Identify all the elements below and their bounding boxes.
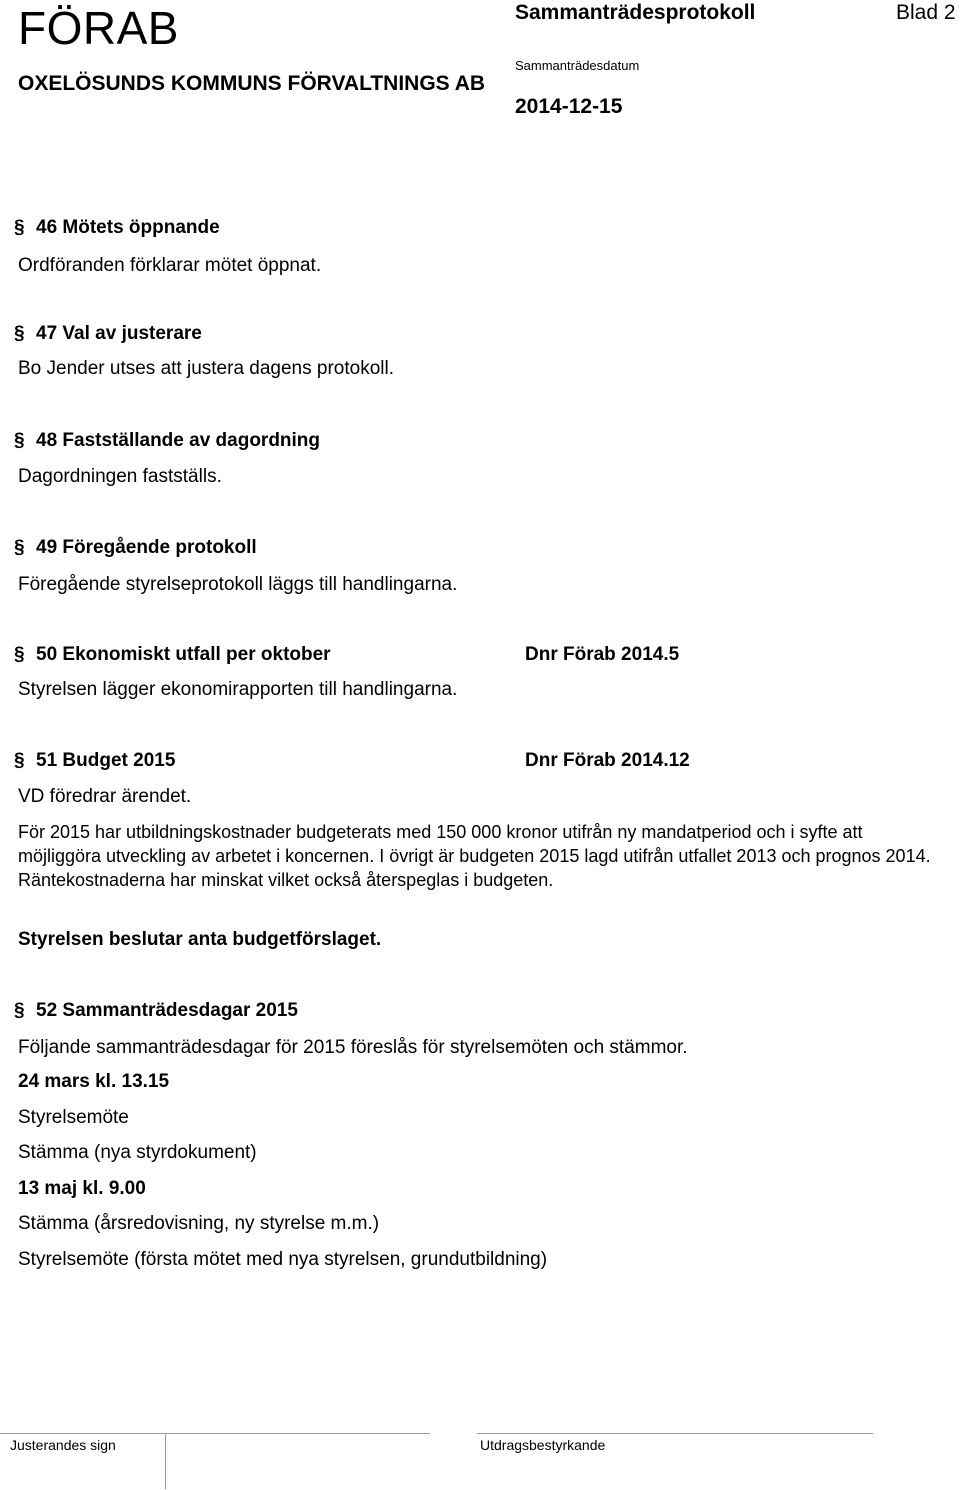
section-sign: § (14, 750, 25, 771)
item-heading-text: 49 Föregående protokoll (36, 537, 257, 558)
meeting-date-2: 13 maj kl. 9.00 (18, 1178, 146, 1199)
section-sign: § (14, 323, 25, 344)
meeting-event: Stämma (nya styrdokument) (18, 1142, 257, 1163)
item-50-text: Styrelsen lägger ekonomirapporten till handlingarna. (18, 679, 458, 700)
item-heading-text: 48 Fastställande av dagordning (36, 430, 321, 451)
item-49-text: Föregående styrelseprotokoll läggs till handlingarna. (18, 574, 458, 595)
item-48-heading (14, 429, 320, 453)
item-52-heading (14, 999, 298, 1023)
meeting-date: 2014-12-15 (515, 95, 623, 118)
footer-divider-right (477, 1433, 873, 1434)
meeting-date-1: 24 mars kl. 13.15 (18, 1071, 170, 1092)
utdragsbestyrkande-label: Utdragsbestyrkande (480, 1437, 606, 1453)
section-sign: § (14, 537, 25, 558)
item-49-heading (14, 536, 257, 560)
logo: FÖRAB (18, 2, 179, 54)
item-51-paragraph: För 2015 har utbildningskostnader budgeterats med 150 000 kronor utifrån ny mandatperiod och i syfte att möjliggöra utveckling av arbetet i koncernen. I övrigt är budgeten 2015 lagd utifrån utfallet 2013 och prognos 2014. Räntekostnaderna har minskat vilket också återspeglas i budgeten. (18, 822, 931, 890)
footer-signature-box (165, 1433, 166, 1489)
item-47-heading (14, 322, 202, 346)
section-sign: § (14, 1000, 25, 1021)
item-heading-text: 46 Mötets öppnande (36, 217, 220, 238)
section-sign: § (14, 430, 25, 451)
item-heading-text: 47 Val av justerare (36, 323, 202, 344)
item-51-heading (14, 749, 175, 773)
page-number: Blad 2 (896, 1, 956, 24)
item-heading-text: 52 Sammanträdesdagar 2015 (36, 1000, 298, 1021)
section-sign: § (14, 217, 25, 238)
justerandes-sign-label: Justerandes sign (10, 1437, 116, 1453)
section-sign: § (14, 644, 25, 665)
company-name: OXELÖSUNDS KOMMUNS FÖRVALTNINGS AB (18, 72, 486, 95)
item-52-text: Följande sammanträdesdagar för 2015 föreslås för styrelsemöten och stämmor. (18, 1037, 688, 1058)
meeting-event: Styrelsemöte (första mötet med nya styrelsen, grundutbildning) (18, 1249, 548, 1270)
item-51-text: VD föredrar ärendet. (18, 786, 192, 807)
item-46-text: Ordföranden förklarar mötet öppnat. (18, 255, 322, 276)
date-label: Sammanträdesdatum (515, 58, 640, 73)
item-48-text: Dagordningen fastställs. (18, 466, 222, 487)
footer-divider-left (0, 1433, 430, 1434)
item-47-text: Bo Jender utses att justera dagens protokoll. (18, 358, 395, 379)
item-51-dnr: Dnr Förab 2014.12 (525, 750, 690, 771)
item-heading-text: 50 Ekonomiskt utfall per oktober (36, 644, 331, 665)
item-heading-text: 51 Budget 2015 (36, 750, 176, 771)
item-46-heading (14, 216, 220, 240)
item-50-dnr: Dnr Förab 2014.5 (525, 644, 680, 665)
meeting-event: Stämma (årsredovisning, ny styrelse m.m.) (18, 1213, 380, 1234)
item-51-decision: Styrelsen beslutar anta budgetförslaget. (18, 929, 382, 950)
item-50-heading (14, 643, 331, 667)
meeting-event: Styrelsemöte (18, 1107, 129, 1128)
document-type: Sammanträdesprotokoll (515, 1, 756, 24)
